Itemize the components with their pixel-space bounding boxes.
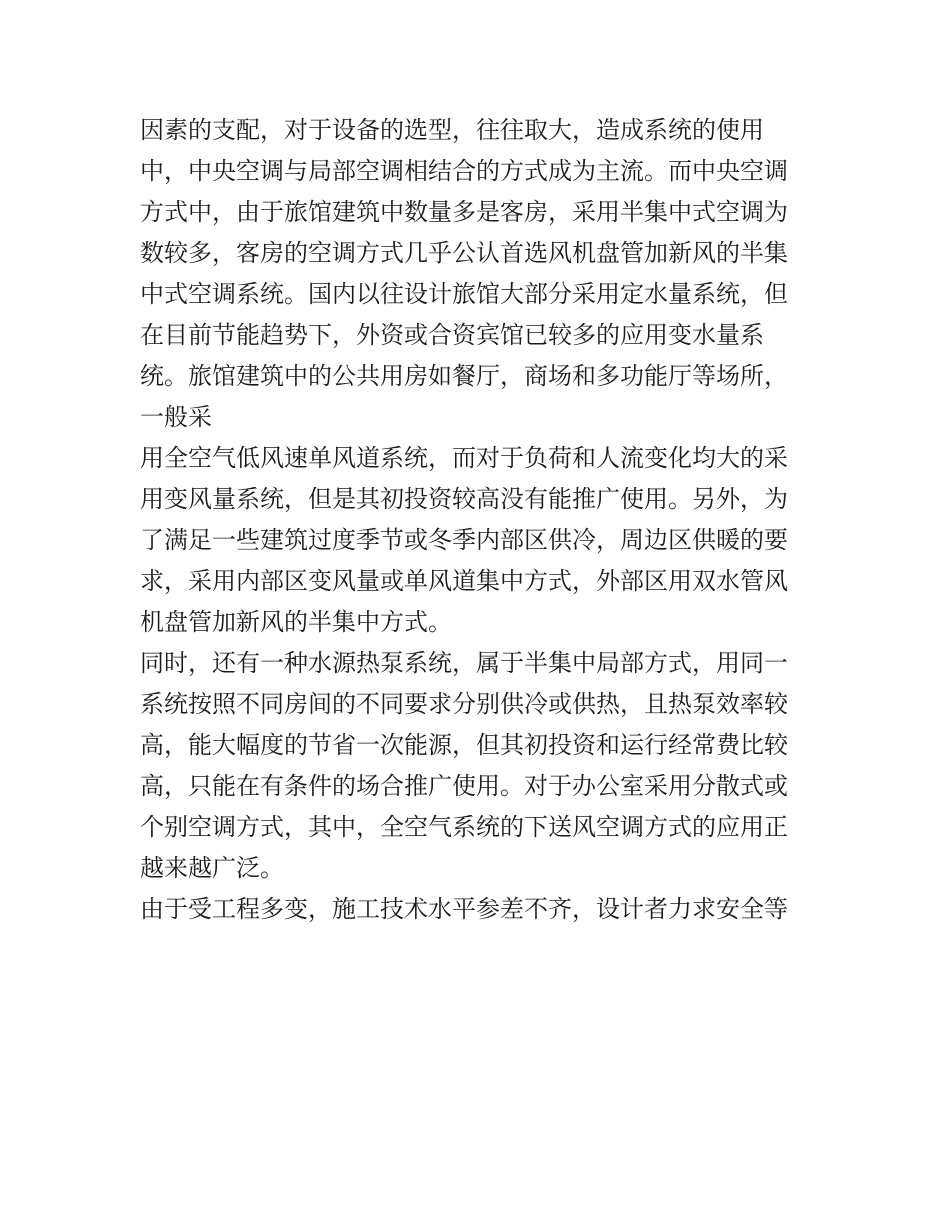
body-text (140, 110, 820, 930)
text-line: 了满足一些建筑过度季节或冬季内部区供冷，周边区供暖的要 (140, 526, 788, 554)
text-line: 同时，还有一种水源热泵系统，属于半集中局部方式，用同一 (140, 649, 788, 677)
text-line: 由于受工程多变，施工技术水平参差不齐，设计者力求安全等 (140, 895, 788, 923)
text-line: 个别空调方式，其中，全空气系统的下送风空调方式的应用正 (140, 813, 788, 841)
text-line: 在目前节能趋势下，外资或合资宾馆已较多的应用变水量系 (140, 321, 764, 349)
text-line: 中式空调系统。国内以往设计旅馆大部分采用定水量系统，但 (140, 280, 788, 308)
text-line: 系统按照不同房间的不同要求分别供冷或供热，且热泵效率较 (140, 690, 788, 718)
text-line: 中，中央空调与局部空调相结合的方式成为主流。而中央空调 (140, 157, 788, 185)
text-line: 高，只能在有条件的场合推广使用。对于办公室采用分散式或 (140, 772, 788, 800)
text-line: 用全空气低风速单风道系统，而对于负荷和人流变化均大的采 (140, 444, 788, 472)
text-line: 高，能大幅度的节省一次能源，但其初投资和运行经常费比较 (140, 731, 788, 759)
text-line: 求，采用内部区变风量或单风道集中方式，外部区用双水管风 (140, 567, 788, 595)
text-line: 越来越广泛。 (140, 854, 284, 882)
text-line: 方式中，由于旅馆建筑中数量多是客房，采用半集中式空调为 (140, 198, 788, 226)
text-line: 机盘管加新风的半集中方式。 (140, 608, 452, 636)
text-line: 统。旅馆建筑中的公共用房如餐厅，商场和多功能厅等场所， (140, 362, 788, 390)
text-line: 一般采 (140, 403, 212, 431)
text-line: 因素的支配，对于设备的选型，往往取大，造成系统的使用 (140, 116, 764, 144)
text-line: 用变风量系统，但是其初投资较高没有能推广使用。另外，为 (140, 485, 788, 513)
text-line: 数较多，客房的空调方式几乎公认首选风机盘管加新风的半集 (140, 239, 788, 267)
